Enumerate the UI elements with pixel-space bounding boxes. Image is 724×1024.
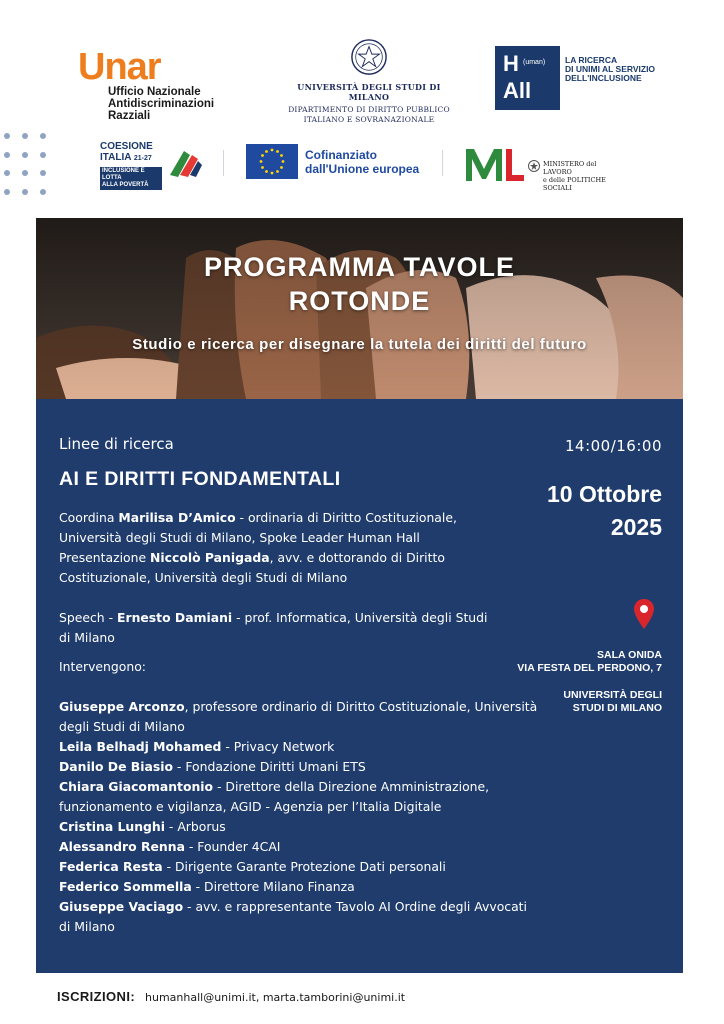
speaker-name: Leila Belhadj Mohamed bbox=[59, 739, 222, 754]
topic-title: AI E DIRITTI FONDAMENTALI bbox=[59, 468, 341, 490]
presentation-role: , avv. e dottorando di Diritto Costituzionale, Università degli Studi di Milano bbox=[59, 550, 445, 585]
humanhall-uman: (uman) bbox=[523, 59, 546, 66]
presentation-prefix: Presentazione bbox=[59, 550, 151, 565]
ministero-line1: MINISTERO del LAVORO bbox=[543, 160, 597, 176]
unar-wordmark: Unar bbox=[78, 46, 161, 88]
event-date-line2: 2025 bbox=[610, 514, 662, 540]
event-date-line1: 10 Ottobre bbox=[546, 481, 662, 507]
registration-emails[interactable]: humanhall@unimi.it, marta.tamborini@unimi.it bbox=[145, 991, 406, 1004]
registration-label: ISCRIZIONI: bbox=[57, 989, 136, 1004]
venue-street: VIA FESTA DEL PERDONO, 7 bbox=[517, 662, 662, 674]
humanhall-all: All bbox=[503, 78, 532, 103]
speaker-name: Federica Resta bbox=[59, 859, 163, 874]
speaker-name: Cristina Lunghi bbox=[59, 819, 165, 834]
section-label: Linee di ricerca bbox=[59, 435, 174, 453]
venue-uni-line2: STUDI DI MILANO bbox=[572, 702, 662, 714]
unar-logo bbox=[78, 46, 248, 122]
speaker-name: Alessandro Renna bbox=[59, 839, 185, 854]
speaker-item bbox=[59, 877, 539, 897]
ministero-m-icon bbox=[464, 145, 524, 183]
unimi-name: UNIVERSITÀ DEGLI STUDI DI MILANO bbox=[297, 82, 441, 102]
unimi-dept-line2: ITALIANO E SOVRANAZIONALE bbox=[303, 115, 435, 124]
coesione-arrows-icon bbox=[166, 145, 204, 181]
speakers-list bbox=[59, 697, 539, 937]
speaker-role: - Privacy Network bbox=[221, 739, 335, 754]
unar-line2: Antidiscriminazioni Razziali bbox=[108, 98, 215, 122]
speaker-item bbox=[59, 757, 539, 777]
coesione-sub2: ALLA POVERTÀ bbox=[102, 182, 149, 188]
humanhall-logo bbox=[495, 46, 560, 110]
speaker-item bbox=[59, 897, 539, 937]
coord-name: Marilisa D’Amico bbox=[118, 510, 236, 525]
speaker-item bbox=[59, 817, 539, 837]
speakers-heading: Intervengono: bbox=[59, 659, 146, 674]
speaker-role: - Direttore della Direzione Amministrazione, funzionamento e vigilanza, AGID - Agenzia per l’Italia Digitale bbox=[59, 779, 490, 814]
speaker-name: Giuseppe Vaciago bbox=[59, 899, 184, 914]
logo-separator bbox=[442, 150, 443, 176]
coord-prefix: Coordina bbox=[59, 510, 119, 525]
speech-role: - prof. Informatica, Università degli Studi di Milano bbox=[59, 610, 488, 645]
humanhall-tag-line3: DELL'INCLUSIONE bbox=[565, 73, 642, 83]
speaker-role: - Dirigente Garante Protezione Dati personali bbox=[162, 859, 446, 874]
speaker-item bbox=[59, 737, 539, 757]
unimi-seal-icon bbox=[350, 38, 388, 76]
hero-title-line2: ROTONDE bbox=[288, 286, 431, 316]
humanhall-tag-line1: LA RICERCA bbox=[565, 55, 618, 65]
coesione-line1: COESIONE bbox=[100, 141, 153, 152]
hero-title bbox=[36, 250, 683, 318]
eu-line1: Cofinanziato bbox=[305, 148, 377, 162]
unimi-dept-line1: DIPARTIMENTO DI DIRITTO PUBBLICO bbox=[288, 105, 450, 114]
speaker-role: - Fondazione Diritti Umani ETS bbox=[172, 759, 366, 774]
humanhall-tagline bbox=[565, 56, 675, 83]
coord-role: - ordinaria di Diritto Costituzionale, Università degli Studi di Milano, Spoke Leader Human Hall bbox=[59, 510, 457, 545]
venue-room: SALA ONIDA bbox=[597, 649, 662, 661]
coesione-years: 21-27 bbox=[133, 155, 152, 162]
humanhall-h: H bbox=[503, 51, 519, 76]
humanhall-tag-line2: DI UNIMI AL SERVIZIO bbox=[565, 64, 656, 74]
speaker-name: Federico Sommella bbox=[59, 879, 192, 894]
venue-address bbox=[490, 649, 662, 675]
speaker-role: - avv. e rappresentante Tavolo AI Ordine degli Avvocati di Milano bbox=[59, 899, 527, 934]
speech-prefix: Speech - bbox=[59, 610, 117, 625]
venue-university bbox=[520, 689, 662, 715]
logo-separator bbox=[223, 150, 224, 176]
unimi-logo bbox=[280, 38, 458, 124]
hero-subtitle: Studio e ricerca per disegnare la tutela dei diritti del futuro bbox=[132, 336, 587, 353]
speaker-name: Chiara Giacomantonio bbox=[59, 779, 214, 794]
unar-line1: Ufficio Nazionale bbox=[108, 86, 201, 98]
hero-title-line1: PROGRAMMA TAVOLE bbox=[204, 252, 515, 282]
ministero-line2: e delle POLITICHE SOCIALI bbox=[543, 176, 606, 192]
speaker-name: Danilo De Biasio bbox=[59, 759, 173, 774]
ministero-emblem-icon bbox=[528, 159, 540, 173]
eu-line2: dall'Unione europea bbox=[305, 162, 420, 176]
venue-uni-line1: UNIVERSITÀ DEGLI bbox=[563, 689, 662, 701]
speech-text bbox=[59, 608, 499, 648]
event-time: 14:00/16:00 bbox=[564, 437, 662, 455]
speaker-item bbox=[59, 697, 539, 737]
speaker-item bbox=[59, 837, 539, 857]
ministero-lavoro-logo bbox=[464, 145, 624, 192]
speaker-role: - Founder 4CAI bbox=[184, 839, 281, 854]
coesione-line2: ITALIA bbox=[100, 152, 132, 163]
speaker-item bbox=[59, 857, 539, 877]
ministero-text bbox=[543, 160, 624, 192]
eu-flag-icon bbox=[246, 144, 298, 179]
decorative-dots bbox=[4, 133, 46, 195]
speaker-item bbox=[59, 777, 539, 817]
speaker-role: , professore ordinario di Diritto Costituzionale, Università degli Studi di Milano bbox=[59, 699, 538, 734]
event-date bbox=[500, 478, 662, 544]
coesione-sub1: INCLUSIONE E LOTTA bbox=[102, 168, 145, 181]
location-pin-icon bbox=[633, 598, 655, 630]
speaker-role: - Arborus bbox=[164, 819, 226, 834]
speaker-role: - Direttore Milano Finanza bbox=[191, 879, 355, 894]
speaker-name: Giuseppe Arconzo bbox=[59, 699, 185, 714]
eu-cofinanced-text bbox=[305, 148, 419, 176]
presentation-name: Niccolò Panigada bbox=[150, 550, 270, 565]
coordination-text bbox=[59, 508, 499, 588]
speech-name: Ernesto Damiani bbox=[117, 610, 233, 625]
coesione-subtitle bbox=[100, 167, 162, 190]
coesione-italia-logo bbox=[100, 141, 204, 188]
